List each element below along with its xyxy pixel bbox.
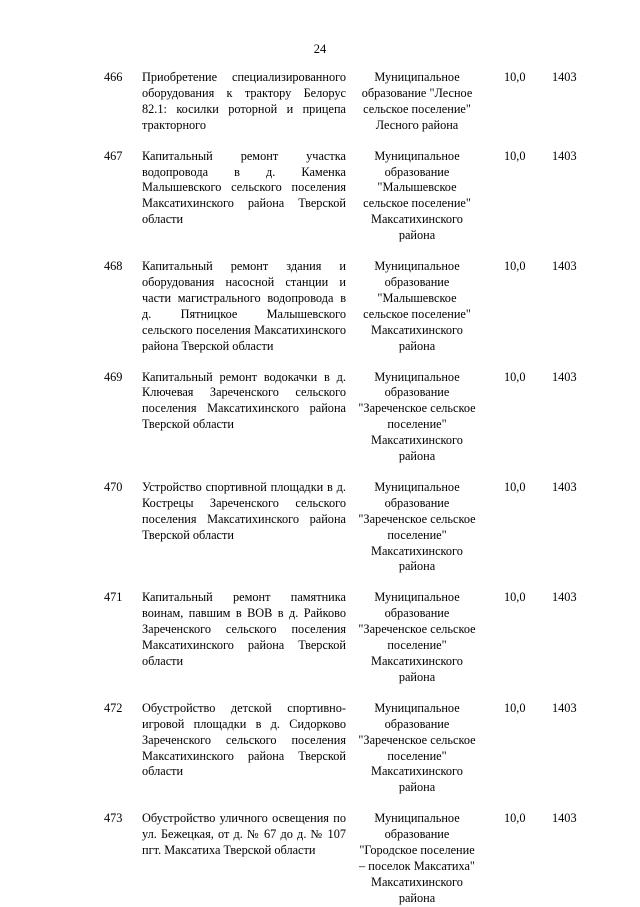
row-recipient: Муниципальное образование "Малышевское сельское поселение" Максатихинского района — [363, 259, 471, 353]
row-code: 1403 — [552, 369, 577, 384]
list-item — [0, 70, 640, 134]
row-recipient: Муниципальное образование "Зареченское сельское поселение" Максатихинского района — [358, 590, 476, 684]
list-item — [0, 590, 640, 685]
row-number: 468 — [104, 259, 123, 274]
row-recipient: Муниципальное образование "Зареченское сельское поселение" Максатихинского района — [358, 479, 476, 574]
row-code: 1403 — [552, 811, 577, 826]
row-number: 467 — [104, 148, 123, 163]
row-description: Капитальный ремонт здания и оборудования насосной станции и части магистрального водопровода в д. Пятницкое Малышевского сельского поселения Максатихинского района Тверской области — [142, 259, 346, 353]
row-description: Капитальный ремонт памятника воинам, павшим в ВОВ в д. Райково Зареченского сельского поселения Максатихинского района Тверской области — [142, 590, 346, 668]
row-amount: 10,0 — [504, 259, 526, 274]
row-number: 470 — [104, 479, 123, 494]
row-amount: 10,0 — [504, 479, 526, 494]
list-item — [0, 811, 640, 906]
row-recipient: Муниципальное образование "Зареченское сельское поселение" Максатихинского района — [358, 369, 476, 464]
row-recipient: Муниципальное образование "Городское поселение – поселок Максатиха" Максатихинского района — [359, 811, 475, 905]
row-number: 469 — [104, 369, 123, 384]
row-description: Капитальный ремонт участка водопровода в д. Каменка Малышевского сельского поселения Максатихинского района Тверской области — [142, 148, 346, 227]
row-recipient: Муниципальное образование "Зареченское сельское поселение" Максатихинского района — [358, 700, 476, 795]
row-amount: 10,0 — [504, 811, 526, 826]
row-amount: 10,0 — [504, 590, 526, 605]
list-item — [0, 149, 640, 244]
row-description: Обустройство уличного освещения по ул. Бежецкая, от д. № 67 до д. № 107 пгт. Максатиха Тверской области — [142, 811, 346, 858]
row-number: 466 — [104, 70, 123, 84]
row-code: 1403 — [552, 70, 577, 84]
list-item — [0, 259, 640, 354]
list-item — [0, 370, 640, 465]
row-description: Приобретение специализированного оборудования к трактору Белорус 82.1: косилки роторной и прицепа тракторного — [142, 70, 346, 132]
row-amount: 10,0 — [504, 700, 526, 715]
row-recipient: Муниципальное образование "Малышевское сельское поселение" Максатихинского района — [363, 148, 471, 243]
row-number: 472 — [104, 700, 123, 715]
row-description: Капитальный ремонт водокачки в д. Ключевая Зареченского сельского поселения Максатихинского района Тверской области — [142, 369, 346, 432]
list-item — [0, 701, 640, 796]
row-number: 471 — [104, 590, 123, 605]
row-amount: 10,0 — [504, 369, 526, 384]
row-amount: 10,0 — [504, 148, 526, 163]
row-description: Устройство спортивной площадки в д. Кострецы Зареченского сельского поселения Максатихинского района Тверской области — [142, 479, 346, 542]
row-code: 1403 — [552, 700, 577, 715]
row-code: 1403 — [552, 479, 577, 494]
row-number: 473 — [104, 811, 123, 826]
page-number: 24 — [313, 42, 327, 56]
row-code: 1403 — [552, 148, 577, 163]
entries-list — [0, 70, 640, 907]
row-recipient: Муниципальное образование "Лесное сельское поселение" Лесного района — [361, 70, 473, 132]
list-item — [0, 480, 640, 575]
row-code: 1403 — [552, 590, 577, 605]
row-amount: 10,0 — [504, 70, 526, 84]
row-code: 1403 — [552, 259, 577, 274]
row-description: Обустройство детской спортивно-игровой площадки в д. Сидорково Зареченского сельского поселения Максатихинского района Тверской области — [142, 700, 346, 779]
